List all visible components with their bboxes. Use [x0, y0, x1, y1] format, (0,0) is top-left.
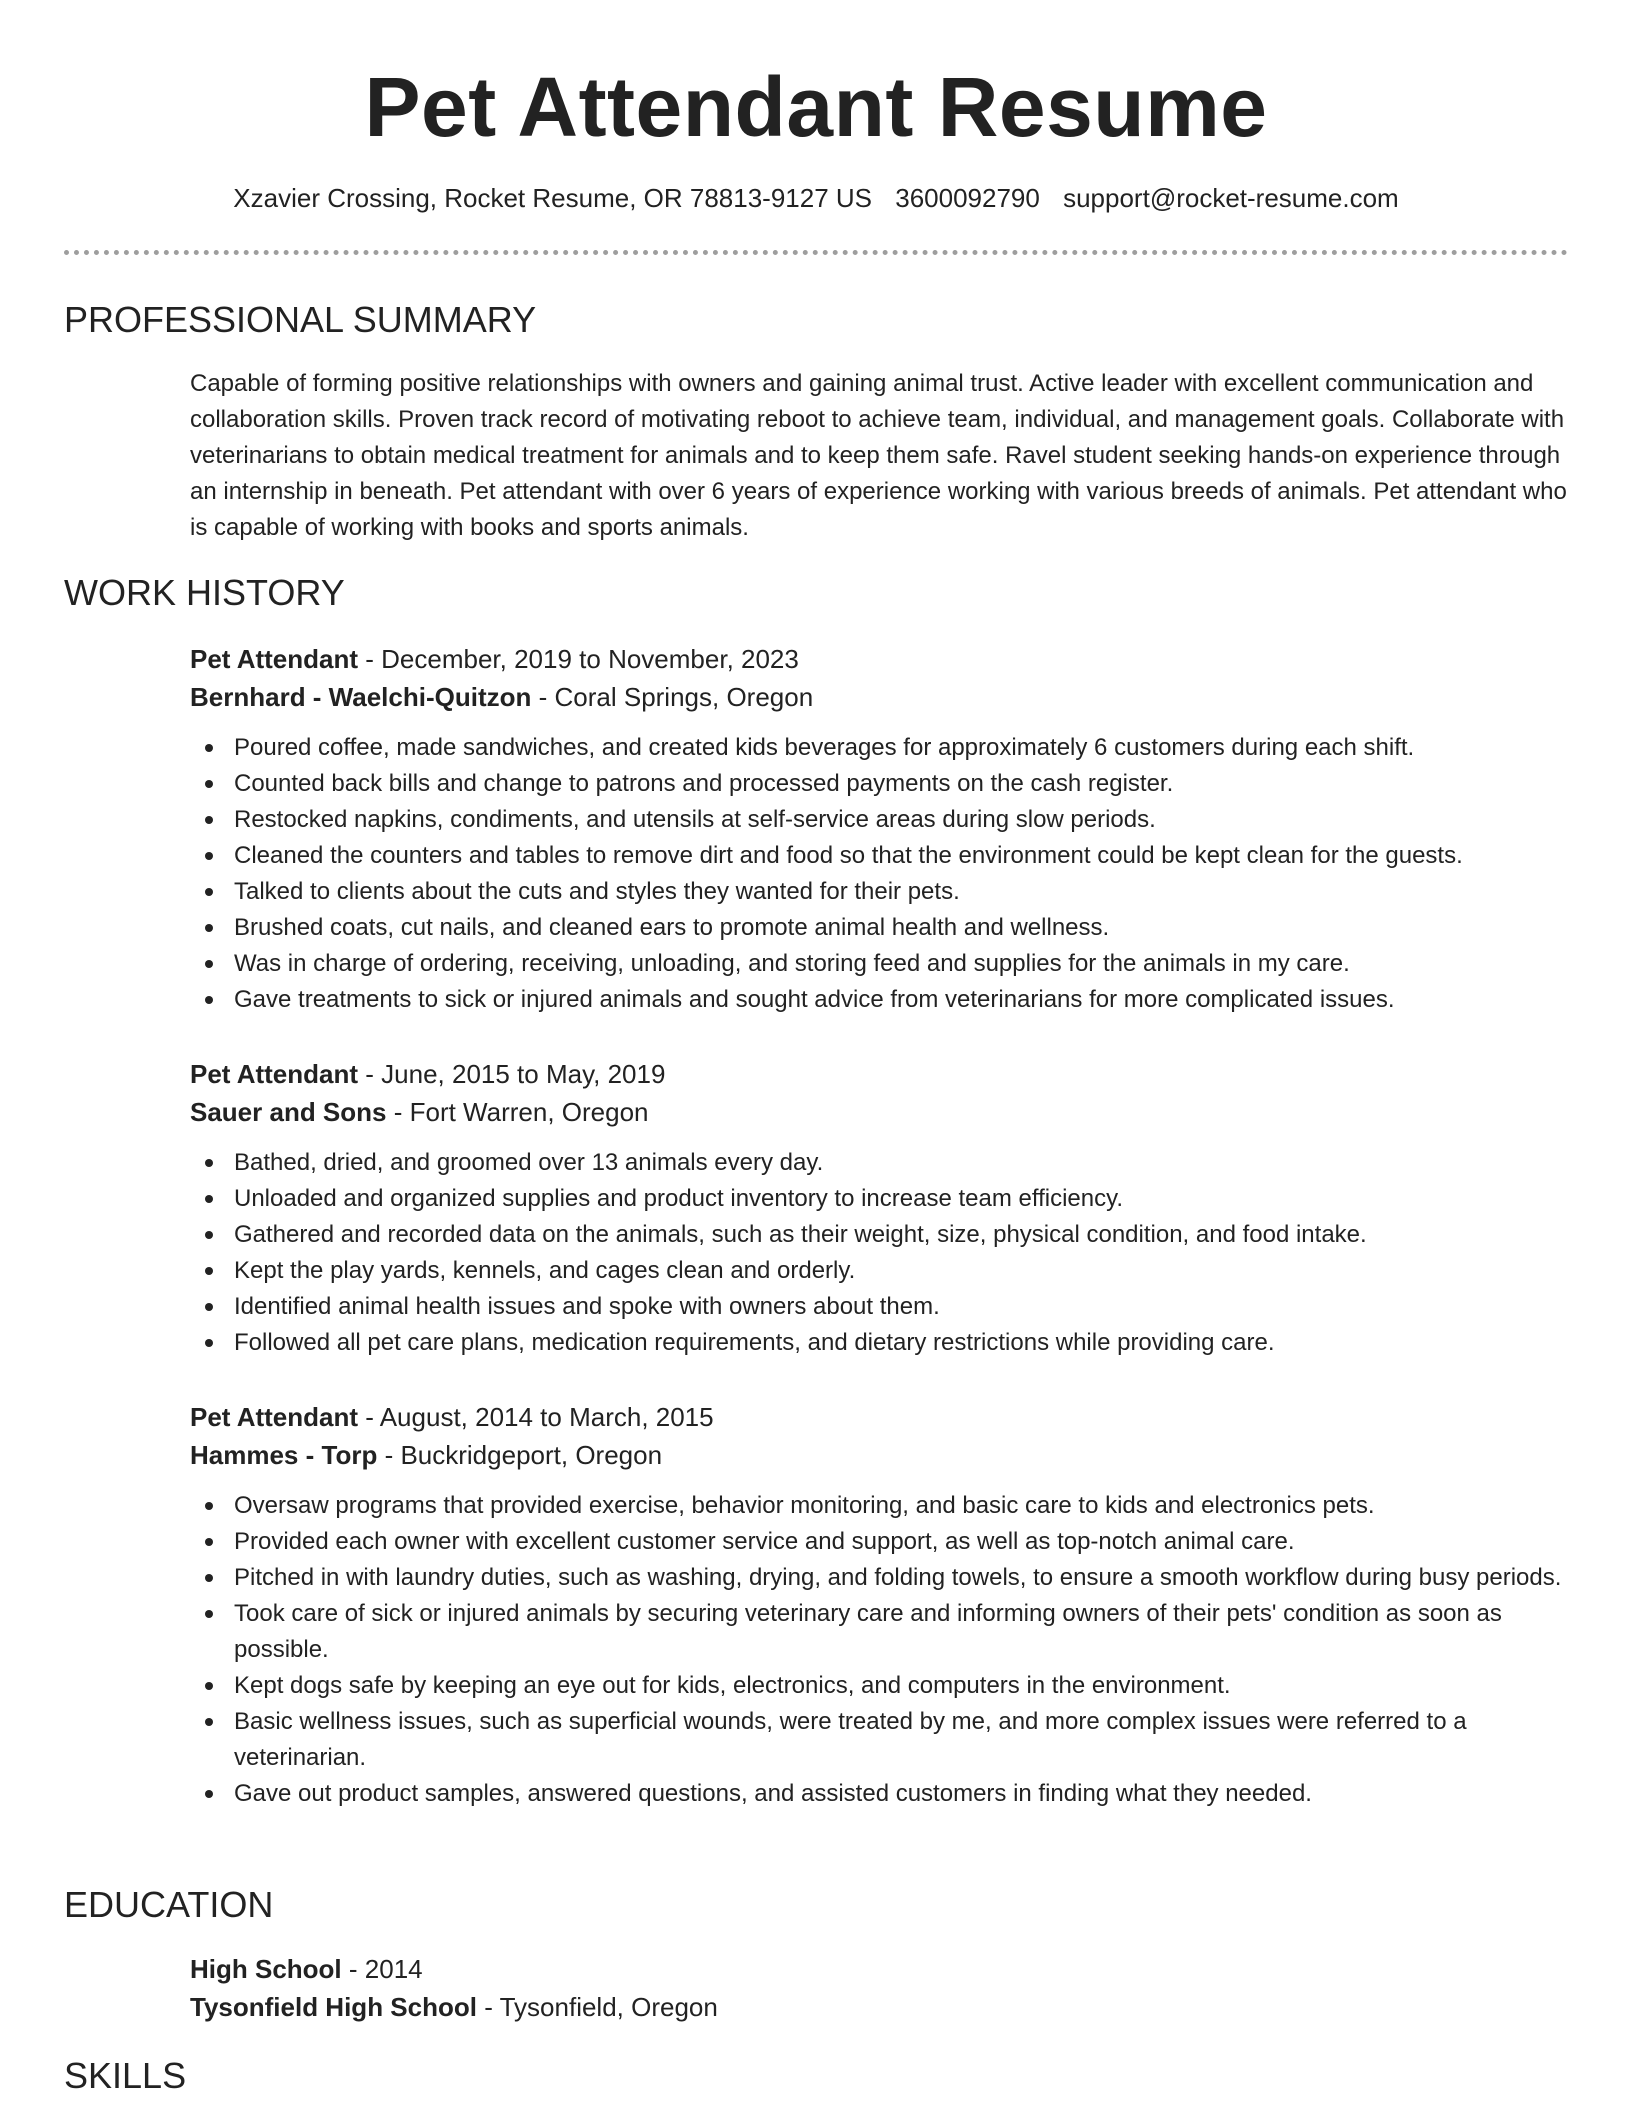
summary-heading: PROFESSIONAL SUMMARY	[64, 299, 537, 340]
resume-title: Pet Attendant Resume	[364, 60, 1268, 154]
job-entry-2	[190, 1055, 1568, 1361]
list-item: Gave out product samples, answered questions, and assisted customers in finding what they needed.	[190, 1776, 1568, 1812]
education-degree: High School	[190, 1954, 342, 1984]
job-location: - Fort Warren, Oregon	[386, 1097, 649, 1127]
job-title: Pet Attendant	[190, 1402, 359, 1432]
list-item: Cleaned the counters and tables to remove dirt and food so that the environment could be kept clean for the guests.	[190, 838, 1568, 874]
list-item: Gave treatments to sick or injured animals and sought advice from veterinarians for more complicated issues.	[190, 982, 1568, 1018]
list-item: Counted back bills and change to patrons and processed payments on the cash register.	[190, 766, 1568, 802]
job-location: - Coral Springs, Oregon	[531, 682, 814, 712]
list-item: Provided each owner with excellent customer service and support, as well as top-notch animal care.	[190, 1524, 1568, 1560]
job-company-line	[190, 1436, 1568, 1474]
job-dates: - December, 2019 to November, 2023	[358, 644, 799, 674]
list-item: Kept dogs safe by keeping an eye out for kids, electronics, and computers in the environment.	[190, 1668, 1568, 1704]
job-dates: - June, 2015 to May, 2019	[358, 1059, 666, 1089]
list-item: Followed all pet care plans, medication requirements, and dietary restrictions while providing care.	[190, 1325, 1568, 1361]
job-title-line	[190, 1055, 1568, 1093]
contact-email: support@rocket-resume.com	[1063, 183, 1399, 213]
job-dates: - August, 2014 to March, 2015	[358, 1402, 714, 1432]
list-item: Gathered and recorded data on the animals, such as their weight, size, physical condition, and food intake.	[190, 1217, 1568, 1253]
job-title: Pet Attendant	[190, 1059, 359, 1089]
job-duties-list	[190, 730, 1568, 1018]
list-item: Oversaw programs that provided exercise, behavior monitoring, and basic care to kids and electronics pets.	[190, 1488, 1568, 1524]
list-item: Unloaded and organized supplies and product inventory to increase team efficiency.	[190, 1181, 1568, 1217]
list-item: Pitched in with laundry duties, such as washing, drying, and folding towels, to ensure a smooth workflow during busy periods.	[190, 1560, 1568, 1596]
skills-heading: SKILLS	[64, 2055, 187, 2096]
job-duties-list	[190, 1145, 1568, 1361]
job-company: Sauer and Sons	[190, 1097, 387, 1127]
list-item: Took care of sick or injured animals by securing veterinary care and informing owners of their pets' condition as soon as possible.	[190, 1596, 1568, 1668]
header-divider	[64, 250, 1568, 255]
job-duties-list	[190, 1488, 1568, 1812]
job-entry-3	[190, 1398, 1568, 1812]
job-company: Hammes - Torp	[190, 1440, 378, 1470]
contact-line	[0, 180, 1632, 216]
job-company-line	[190, 1093, 1568, 1131]
list-item: Talked to clients about the cuts and styles they wanted for their pets.	[190, 874, 1568, 910]
work-history-heading: WORK HISTORY	[64, 572, 345, 613]
list-item: Basic wellness issues, such as superficial wounds, were treated by me, and more complex issues were referred to a veterinarian.	[190, 1704, 1568, 1776]
job-company: Bernhard - Waelchi-Quitzon	[190, 682, 532, 712]
contact-address: Xzavier Crossing, Rocket Resume, OR 78813-9127 US	[233, 183, 873, 213]
list-item: Poured coffee, made sandwiches, and created kids beverages for approximately 6 customers during each shift.	[190, 730, 1568, 766]
job-title: Pet Attendant	[190, 644, 359, 674]
job-location: - Buckridgeport, Oregon	[377, 1440, 663, 1470]
job-title-line	[190, 640, 1568, 678]
education-school-line	[190, 1988, 1568, 2026]
list-item: Kept the play yards, kennels, and cages clean and orderly.	[190, 1253, 1568, 1289]
contact-phone: 3600092790	[895, 183, 1040, 213]
list-item: Restocked napkins, condiments, and utensils at self-service areas during slow periods.	[190, 802, 1568, 838]
list-item: Bathed, dried, and groomed over 13 animals every day.	[190, 1145, 1568, 1181]
list-item: Brushed coats, cut nails, and cleaned ears to promote animal health and wellness.	[190, 910, 1568, 946]
education-heading: EDUCATION	[64, 1884, 274, 1925]
education-location: - Tysonfield, Oregon	[476, 1992, 718, 2022]
education-entry	[190, 1950, 1568, 2026]
education-school: Tysonfield High School	[190, 1992, 477, 2022]
job-entry-1	[190, 640, 1568, 1018]
job-title-line	[190, 1398, 1568, 1436]
list-item: Was in charge of ordering, receiving, unloading, and storing feed and supplies for the animals in my care.	[190, 946, 1568, 982]
list-item: Identified animal health issues and spoke with owners about them.	[190, 1289, 1568, 1325]
summary-text: Capable of forming positive relationships with owners and gaining animal trust. Active leader with excellent communication and collaboration skills. Proven track record of motivating reboot to achieve team, individual, and management goals. Collaborate with veterinarians to obtain medical treatment for animals and to keep them safe. Ravel student seeking hands-on experience through an internship in beneath. Pet attendant with over 6 years of experience working with various breeds of animals. Pet attendant who is capable of working with books and sports animals.	[190, 370, 1567, 541]
education-degree-line	[190, 1950, 1568, 1988]
job-company-line	[190, 678, 1568, 716]
education-year: - 2014	[341, 1954, 423, 1984]
